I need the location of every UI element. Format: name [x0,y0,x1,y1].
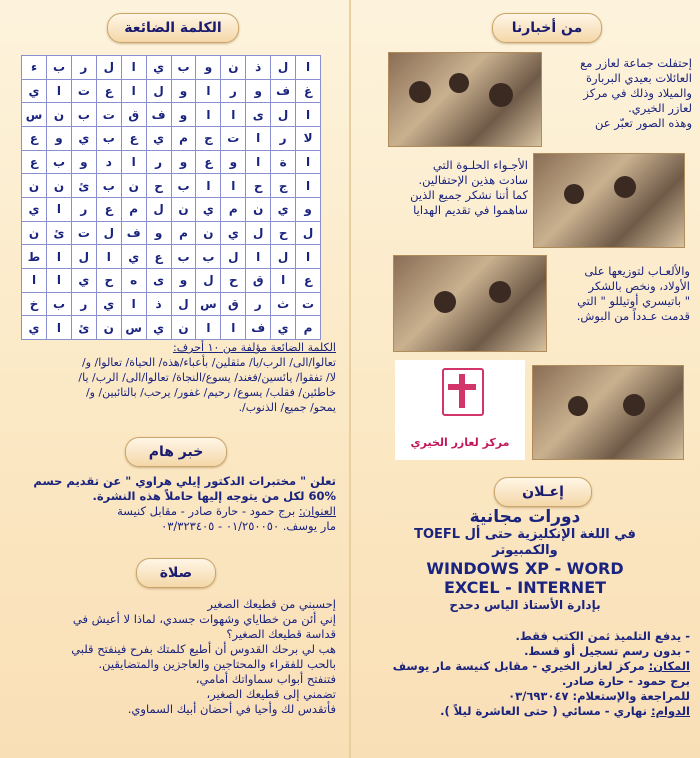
grid-cell: ت [96,103,121,127]
grid-cell: ل [296,221,321,245]
puzzle-words [18,340,336,415]
ad-bullet: - بدون رسم تسجيل أو قسط. [524,644,690,658]
grid-cell: ج [196,126,221,150]
ad-line: EXCEL - INTERNET [443,578,607,597]
text-line: " باتيسري أوتيللو " التي [577,294,690,308]
grid-cell: ي [121,245,146,269]
grid-row [22,292,321,316]
grid-cell: ا [47,268,72,292]
text-line: الأولاد، ونخص بالشكر [588,279,690,293]
grid-cell: ل [271,245,296,269]
grid-cell: ن [171,316,196,340]
grid-row [22,221,321,245]
grid-cell: ي [96,292,121,316]
grid-cell: ل [271,56,296,80]
celebration-photo-1 [388,52,542,147]
grid-cell: ت [71,221,96,245]
grid-cell: ر [246,292,271,316]
celebration-photo-2 [533,153,685,248]
grid-cell: ت [221,126,246,150]
grid-cell: ا [47,245,72,269]
grid-cell: ع [96,197,121,221]
grid-cell: ن [22,221,47,245]
grid-row [22,103,321,127]
grid-cell: ح [221,268,246,292]
text-line: العائلات بعيدي البربارة [585,71,692,85]
grid-cell: ي [271,197,296,221]
grid-cell: غ [296,79,321,103]
grid-row [22,56,321,80]
grid-cell: ا [121,150,146,174]
grid-cell: لا [296,126,321,150]
text-line: قدمت عـدداً من البوش. [576,309,690,323]
grid-cell: ر [146,150,171,174]
grid-cell: ح [271,221,296,245]
text-line: كما أننا نشكر جميع الذين [410,188,528,202]
words-line: خاطئين/ فقلب/ يسوع/ رحيم/ غفور/ يرحب/ بالتائبين/ و/ [85,386,336,399]
words-line: يمحو/ جميع/ الذنوب/. [238,401,336,414]
grid-cell: ر [71,292,96,316]
prayer-title: صلاة [159,565,193,581]
grid-cell: ب [71,103,96,127]
grid-cell: ن [22,174,47,198]
grid-cell: ج [271,174,296,198]
grid-cell: ب [47,56,72,80]
grid-cell: م [171,221,196,245]
fold-line [349,0,351,758]
text-line: قداسة قطيعك الصغير؟ [226,627,336,641]
address-label: العنوان: [298,504,336,518]
grid-cell: ا [221,316,246,340]
grid-cell: ة [271,150,296,174]
grid-cell: ل [246,221,271,245]
announcement-title: إعـلان [522,484,564,500]
news-address [18,504,336,519]
puzzle-title: الكلمة الضائعة [124,20,222,36]
grid-cell: ا [121,56,146,80]
grid-cell: ى [246,103,271,127]
grid-row [22,197,321,221]
grid-cell: ا [221,103,246,127]
grid-cell: ي [22,197,47,221]
grid-row [22,245,321,269]
grid-cell: ل [221,245,246,269]
words-line: لا/ تفقوا/ يائسين/فغند/ يسوع/النجاة/ تعالوا/الى/ الرب/ يا/ [78,371,336,384]
words-intro: الكلمة الضائعة مؤلفة من ١٠ أحرف: [173,341,336,354]
grid-cell: و [171,103,196,127]
text-line: لعازر الخيري. [628,101,692,115]
words-line: تعالوا/الى/ الرب/يا/ مثقلين/ بأعباء/هذه/ الحياة/ تعالوا/ و/ [81,356,336,369]
grid-cell: ا [121,292,146,316]
ad-hours [360,704,690,719]
grid-cell: ل [146,197,171,221]
grid-cell: ا [196,316,221,340]
grid-cell: خ [22,292,47,316]
center-logo [395,360,525,460]
grid-cell: ف [246,316,271,340]
grid-cell: د [96,150,121,174]
grid-cell: ا [296,245,321,269]
grid-cell: و [47,126,72,150]
grid-cell: ي [22,316,47,340]
text-line: تضمني إلى قطيعك الصغير، [206,687,336,701]
grid-row [22,174,321,198]
word-search-grid [21,55,321,340]
grid-row [22,79,321,103]
grid-cell: ل [171,292,196,316]
text-line: الأجـواء الحلـوة التي [432,158,528,172]
grid-cell: ذ [246,56,271,80]
grid-cell: ف [271,79,296,103]
grid-cell: ث [271,292,296,316]
grid-cell: ن [47,174,72,198]
grid-cell: ع [196,150,221,174]
grid-cell: و [246,79,271,103]
grid-cell: ل [196,268,221,292]
grid-cell: ا [246,126,271,150]
grid-cell: ر [271,126,296,150]
grid-cell: ا [246,150,271,174]
grid-cell: ت [71,79,96,103]
grid-cell: و [171,150,196,174]
grid-cell: ئ [71,174,96,198]
text-line: فأتقدس لك وأحيا في أحضان أبيك السماوي. [127,702,336,716]
grid-cell: ئ [47,221,72,245]
ad-bullet: - يدفع التلميذ ثمن الكتب فقط. [515,629,690,643]
grid-cell: ه [121,268,146,292]
grid-cell: ق [121,103,146,127]
grid-cell: ل [271,103,296,127]
grid-cell: ا [296,150,321,174]
ad-headline: دورات مجانية [469,507,581,527]
news-paragraph-1 [548,56,692,131]
grid-cell: ح [96,268,121,292]
text-line: والألعـاب لتوزيعها على [584,264,690,278]
grid-cell: ئ [71,316,96,340]
grid-cell: ا [196,79,221,103]
grid-cell: ا [296,103,321,127]
grid-cell: ا [47,316,72,340]
grid-cell: ع [121,126,146,150]
grid-cell: ا [296,174,321,198]
grid-cell: ل [96,221,121,245]
grid-cell: ح [246,174,271,198]
grid-cell: ق [221,292,246,316]
celebration-photo-3 [393,255,547,352]
grid-cell: ف [121,221,146,245]
course-details [360,629,690,719]
ad-line: بإدارة الأستاذ الياس دحدح [449,598,601,612]
grid-cell: ي [146,56,171,80]
celebration-photo-4 [532,365,684,460]
grid-cell: م [296,316,321,340]
grid-cell: ف [146,103,171,127]
news-paragraph-2 [360,158,528,218]
news-title: خبر هام [148,444,204,460]
grid-cell: ن [121,174,146,198]
grid-row [22,316,321,340]
grid-cell: ب [196,245,221,269]
ad-contact: للمراجعة والإستعلام: ٠٣/٦٩٣٠٤٧ [508,689,690,703]
grid-cell: ا [22,268,47,292]
text-line: إحسبني من قطيعك الصغير [207,597,336,611]
text-line: فتنفتح أبواب سماواتك أمامي، [195,672,336,686]
grid-cell: ي [271,316,296,340]
logo-name: مركز لعازر الخيري [410,436,510,449]
grid-cell: س [196,292,221,316]
grid-cell: و [146,221,171,245]
cross-icon [442,368,484,416]
text-line: وهذه الصور تعبّر عن [595,116,692,130]
grid-cell: ل [96,56,121,80]
grid-cell: ل [71,245,96,269]
grid-cell: ر [71,56,96,80]
prayer-title-pill [136,558,216,588]
hours-label: الدوام: [650,704,690,718]
puzzle-title-pill [107,13,239,43]
grid-cell: ب [171,174,196,198]
grid-cell: و [171,268,196,292]
grid-cell: ب [47,150,72,174]
grid-cell: ب [171,56,196,80]
text-line: ساهموا في تقديم الهدايا [413,203,528,217]
place-label: المكان: [648,659,690,673]
grid-cell: ي [71,126,96,150]
our-news-title: من أخبارنا [511,20,583,36]
grid-cell: ن [96,316,121,340]
announcement-pill [494,477,592,507]
grid-cell: ت [296,292,321,316]
grid-cell: ا [121,79,146,103]
news-line: تعلن " مختبرات الدكتور إيلي هراوي " عن تقديم حسم [33,474,336,488]
grid-cell: و [296,197,321,221]
news-line: 60% لكل من يتوجه إليها حاملاً هذه النشرة. [92,489,336,503]
grid-cell: ع [96,79,121,103]
ad-place [360,659,690,674]
grid-cell: ا [296,56,321,80]
grid-row [22,150,321,174]
grid-cell: ن [171,197,196,221]
grid-cell: ب [96,126,121,150]
grid-cell: ب [171,245,196,269]
grid-cell: ا [221,174,246,198]
ad-line: والكمبيوتر [492,543,558,558]
text-line: إحتفلت جماعة لعازر مع [580,56,692,70]
grid-cell: ي [196,197,221,221]
ad-line: في اللغة الإنكليزية حتى أل TOEFL [414,527,636,542]
grid-cell: ا [47,197,72,221]
grid-cell: ق [246,268,271,292]
grid-cell: ن [246,197,271,221]
grid-cell: ا [47,79,72,103]
grid-cell: و [71,150,96,174]
grid-cell: ر [71,197,96,221]
grid-cell: ط [22,245,47,269]
prayer-text [18,597,336,717]
address-text: برج حمود - حارة صادر - مقابل كنيسة [117,504,299,518]
grid-cell: م [221,197,246,221]
text-line: سادت هذين الإحتفالين. [418,173,528,187]
place-text: مركز لعازر الخيري - مقابل كنيسة مار يوسف [392,659,649,673]
grid-cell: ن [221,56,246,80]
grid-cell: ذ [146,292,171,316]
grid-cell: ى [146,268,171,292]
grid-cell: ع [22,126,47,150]
grid-cell: ي [71,268,96,292]
grid-cell: م [121,197,146,221]
grid-cell: و [171,79,196,103]
grid-cell: ع [296,268,321,292]
grid-row [22,126,321,150]
grid-cell: ن [196,221,221,245]
ad-place-2: برج حمود - حارة صادر. [562,674,690,688]
news-title-pill [125,437,227,467]
grid-cell: س [121,316,146,340]
grid-cell: ي [146,316,171,340]
text-line: بالحب للفقراء والمحتاجين والعاجزين والمتضايقين. [98,657,336,671]
grid-cell: ع [146,245,171,269]
grid-cell: ي [22,79,47,103]
text-line: هب لي برحك القدوس أن أطيع كلمتك بفرح فينفتح قلبي [71,642,336,656]
grid-cell: ب [47,292,72,316]
grid-cell: ي [146,126,171,150]
grid-cell: ا [96,245,121,269]
grid-cell: ي [221,221,246,245]
grid-cell: و [196,56,221,80]
lab-announcement [18,474,336,534]
our-news-pill [492,13,602,43]
grid-cell: ا [271,268,296,292]
grid-cell: و [221,150,246,174]
grid-cell: ا [196,174,221,198]
grid-cell: م [171,126,196,150]
grid-cell: ح [146,174,171,198]
grid-cell: ء [22,56,47,80]
grid-cell: ا [246,245,271,269]
grid-cell: ل [146,79,171,103]
text-line: والميلاد وذلك في مركز [583,86,692,100]
ad-line: WINDOWS XP - WORD [426,559,624,578]
hours-text: نهاري - مسائي ( حتى العاشرة ليلاً ). [440,704,651,718]
grid-cell: ن [47,103,72,127]
grid-cell: ا [196,103,221,127]
grid-row [22,268,321,292]
text-line: إني أئن من خطاياي وشهوات جسدي، لماذا لا أعيش في [72,612,336,626]
grid-cell: س [22,103,47,127]
grid-cell: ع [22,150,47,174]
grid-cell: ب [96,174,121,198]
news-paragraph-3 [550,264,690,324]
grid-cell: ر [221,79,246,103]
course-announcement [355,508,695,613]
news-address-2: مار يوسف. ٠١/٢٥٠٠٥٠ - ٠٣/٣٢٣٤٠٥ [161,519,336,533]
